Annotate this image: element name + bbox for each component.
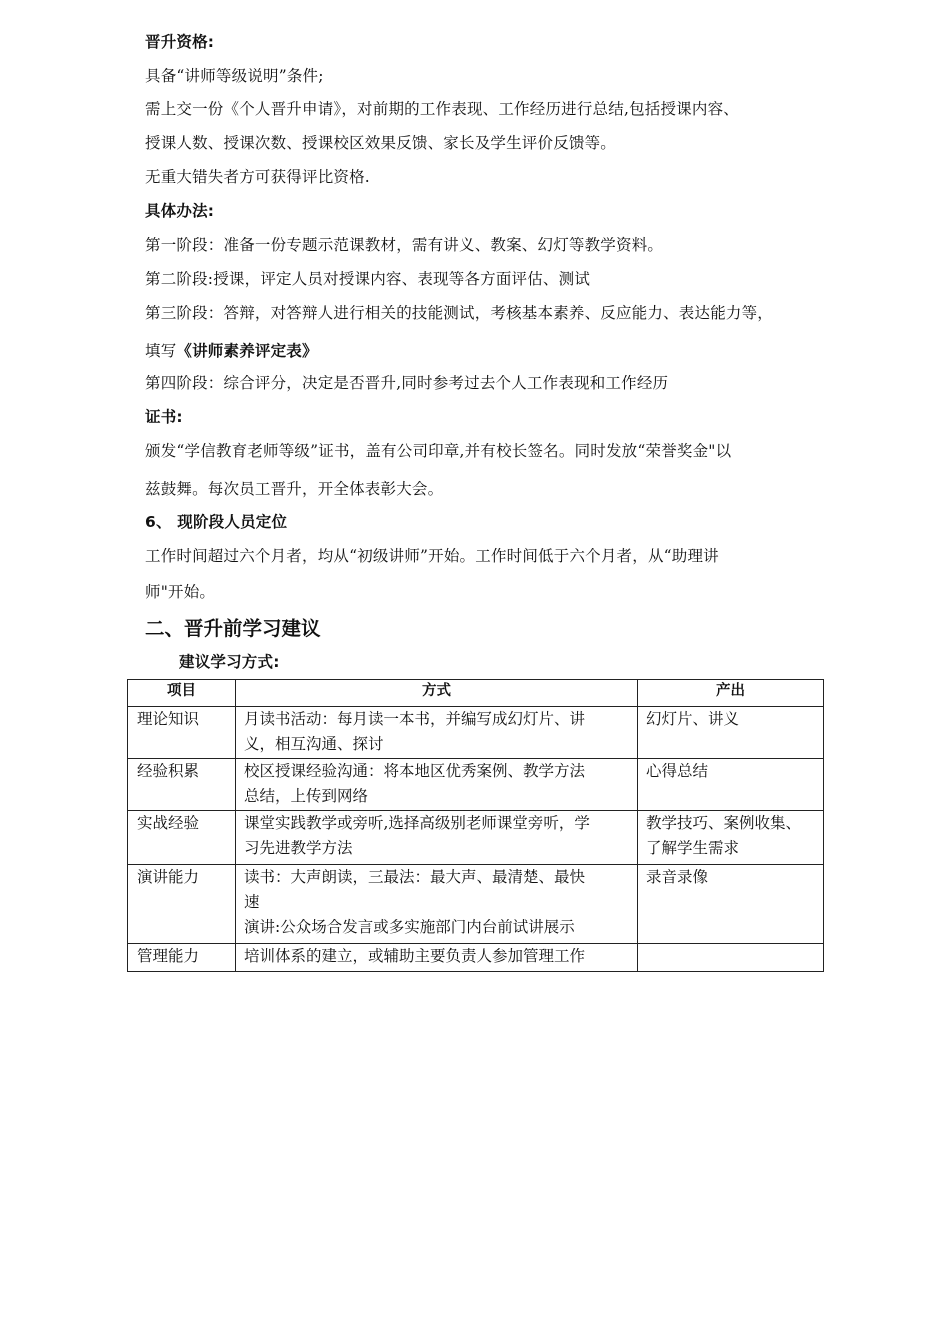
row-output	[638, 944, 824, 972]
method-text: 习先进教学方法	[244, 839, 353, 857]
method-line-5: 第四阶段：综合评分，决定是否晋升,同时参考过去个人工作表现和工作经历	[145, 374, 669, 392]
table-row	[128, 944, 824, 972]
table-row	[128, 811, 824, 865]
method-text: 演讲:公众场合发言或多实施部门内台前试讲展示	[244, 918, 575, 936]
method-text: 课堂实践教学或旁听,选择高级别老师课堂旁听，学	[244, 814, 590, 832]
method-text: 月读书活动：每月读一本书，并编写成幻灯片、讲	[244, 710, 586, 728]
qualification-line-2: 需上交一份《个人晋升申请》，对前期的工作表现、工作经历进行总结,包括授课内容、	[145, 100, 739, 118]
header-method: 方式	[236, 680, 638, 707]
row-item: 实战经验	[128, 811, 236, 865]
table-row	[128, 865, 824, 944]
row-method	[236, 944, 638, 972]
output-text: 心得总结	[646, 762, 709, 780]
method-text: 校区授课经验沟通：将本地区优秀案例、教学方法	[244, 762, 586, 780]
study-method-title: 建议学习方式:	[179, 653, 280, 671]
qualification-title: 晋升资格:	[145, 33, 215, 51]
row-item: 经验积累	[128, 759, 236, 811]
header-item: 项目	[128, 680, 236, 707]
method-line-4-prefix: 填写	[145, 342, 177, 360]
row-method	[236, 811, 638, 865]
method-text: 总结，上传到网络	[244, 787, 369, 805]
method-title: 具体办法:	[145, 202, 215, 220]
output-text: 教学技巧、案例收集、	[646, 814, 802, 832]
certificate-line-1: 颁发“学信教育老师等级”证书，盖有公司印章,并有校长签名。同时发放“荣誉奖金"以	[145, 442, 732, 460]
position-line-2: 师"开始。	[145, 583, 216, 601]
row-output	[638, 707, 824, 759]
row-method	[236, 759, 638, 811]
method-line-1: 第一阶段：准备一份专题示范课教材，需有讲义、教案、幻灯等教学资料。	[145, 236, 664, 254]
assessment-form-title: 《讲师素养评定表》	[176, 342, 318, 360]
row-item: 管理能力	[128, 944, 236, 972]
certificate-line-2: 兹鼓舞。每次员工晋升，开全体表彰大会。	[145, 480, 444, 498]
output-text: 了解学生需求	[646, 839, 740, 857]
output-text: 幻灯片、讲义	[646, 710, 740, 728]
row-item: 演讲能力	[128, 865, 236, 944]
row-output	[638, 811, 824, 865]
qualification-line-1: 具备“讲师等级说明”条件;	[145, 67, 324, 85]
row-item: 理论知识	[128, 707, 236, 759]
table-row	[128, 707, 824, 759]
method-text: 速	[244, 893, 260, 911]
method-line-2: 第二阶段:授课，评定人员对授课内容、表现等各方面评估、测试	[145, 270, 591, 288]
method-line-3: 第三阶段：答辩，对答辩人进行相关的技能测试，考核基本素养、反应能力、表达能力等，	[145, 304, 774, 322]
row-output	[638, 865, 824, 944]
position-line-1: 工作时间超过六个月者，均从“初级讲师”开始。工作时间低于六个月者，从“助理讲	[145, 547, 719, 565]
method-line-4	[145, 339, 318, 361]
qualification-line-3: 授课人数、授课次数、授课校区效果反馈、家长及学生评价反馈等。	[145, 134, 617, 152]
position-title: 6、 现阶段人员定位	[145, 513, 288, 531]
qualification-line-4: 无重大错失者方可获得评比资格.	[145, 168, 370, 186]
method-text: 义，相互沟通、探讨	[244, 735, 384, 753]
header-output: 产出	[638, 680, 824, 707]
output-text: 录音录像	[646, 868, 709, 886]
section-2-heading: 二、晋升前学习建议	[145, 617, 321, 640]
certificate-title: 证书:	[145, 408, 183, 426]
row-method	[236, 707, 638, 759]
method-text: 读书：大声朗读，三最法：最大声、最清楚、最快	[244, 868, 586, 886]
study-suggestions-table	[127, 679, 824, 972]
row-output	[638, 759, 824, 811]
table-row	[128, 759, 824, 811]
method-text: 培训体系的建立，或辅助主要负责人参加管理工作	[244, 947, 586, 965]
table-header-row	[128, 680, 824, 707]
row-method	[236, 865, 638, 944]
